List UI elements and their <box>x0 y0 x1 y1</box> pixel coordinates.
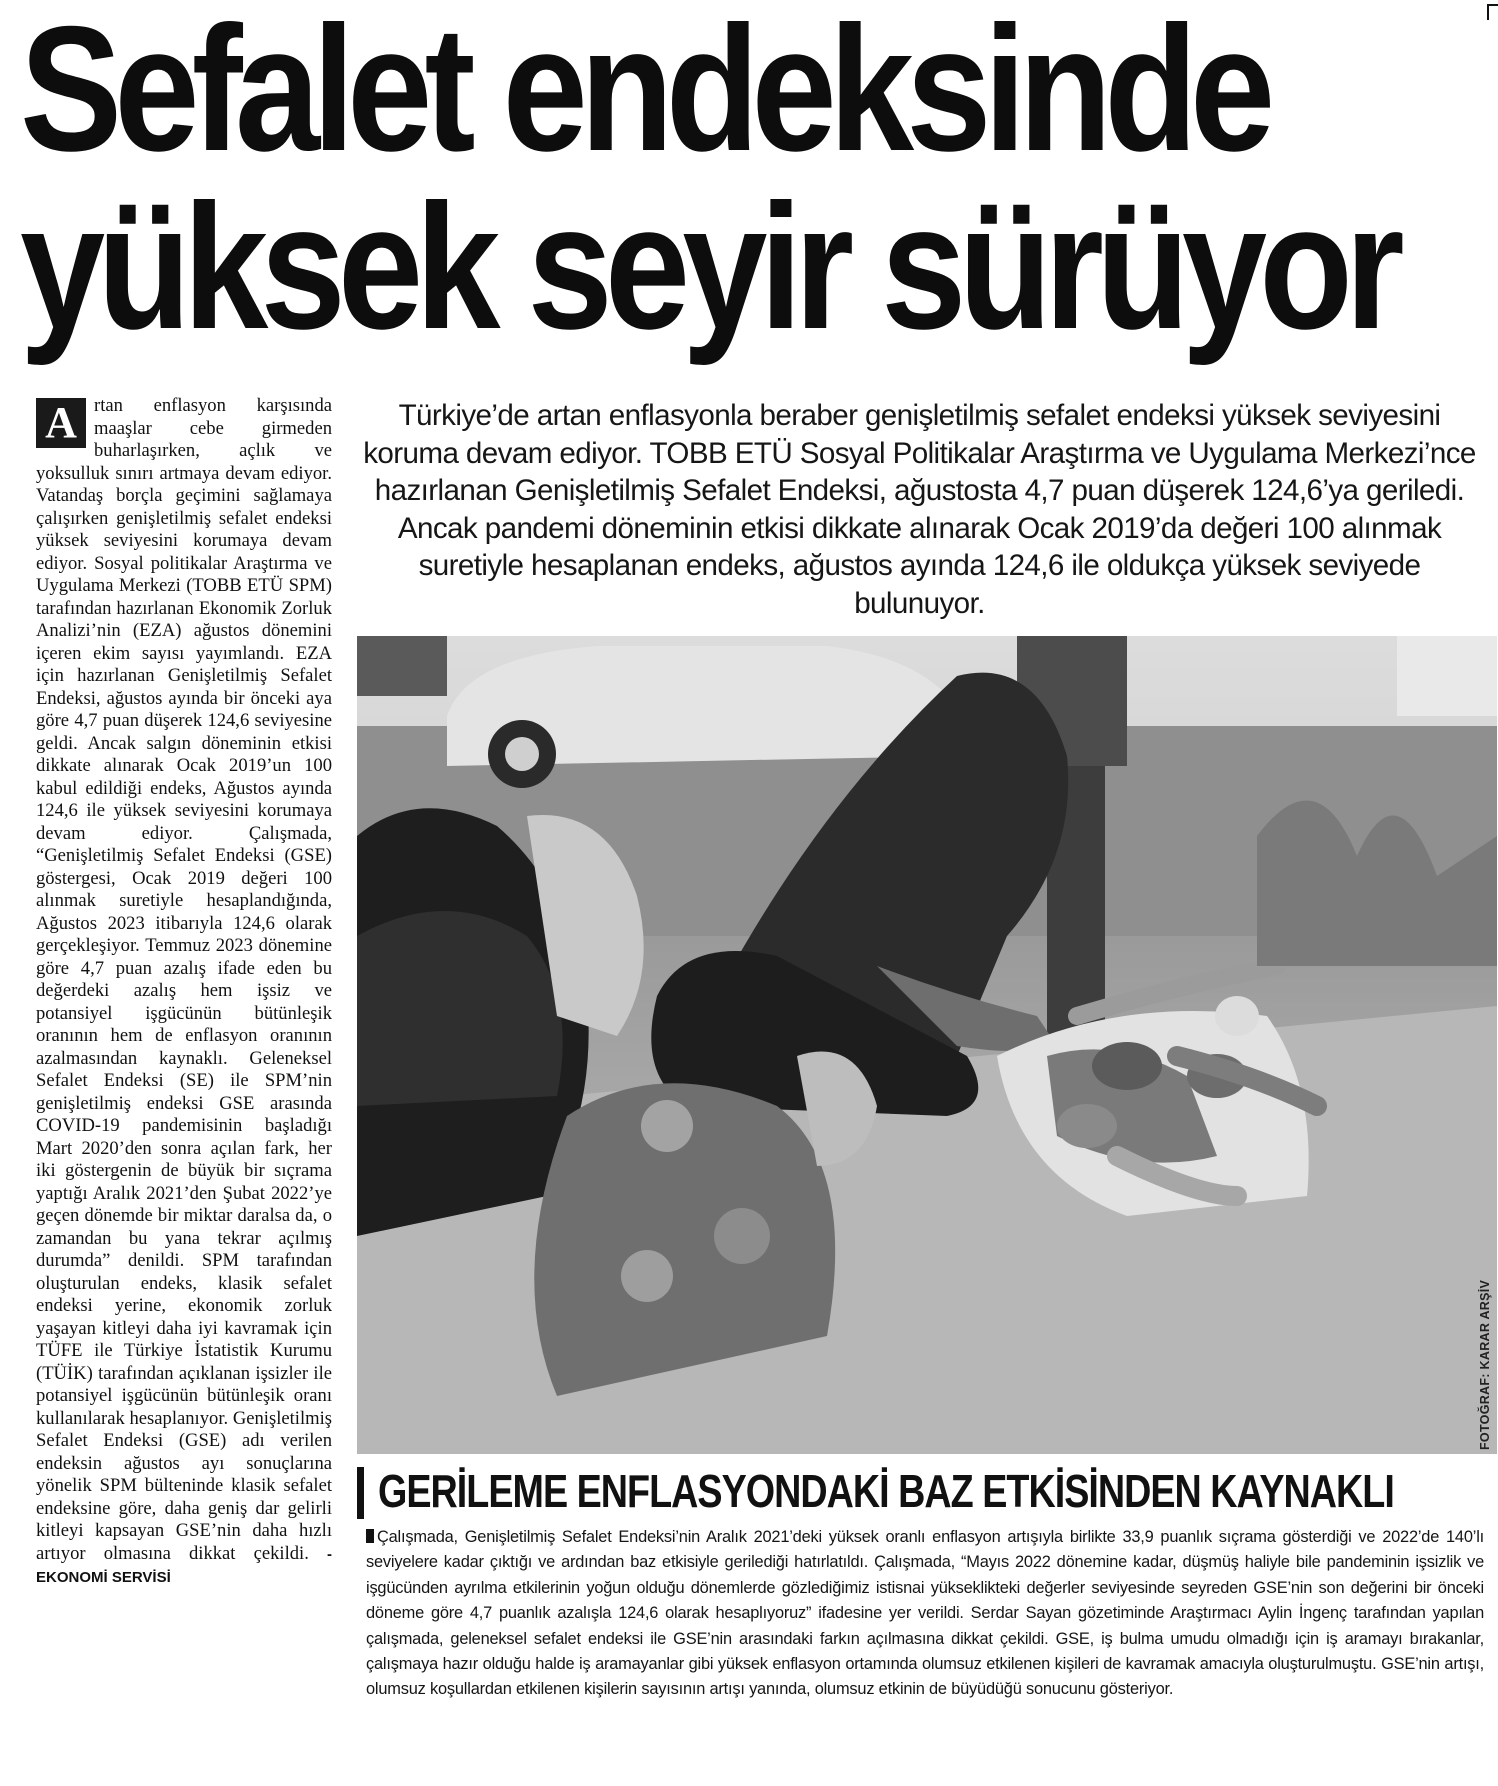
photo-illustration <box>357 636 1497 1454</box>
article-body-text: rtan enflasyon karşısında maaşlar cebe girmeden buharlaşırken, açlık ve yoksulluk sınırı artmaya devam ediyor. Vatandaş borçla geçimini sağlamaya çalışırken genişletilmiş sefalet endeksi yüksek seviyesini korumaya devam ediyor. Sosyal politikalar Araştırma ve Uygulama Merkezi (TOBB ETÜ SPM) tarafından hazırlanan Ekonomik Zorluk Analizi’nin (EZA) ağustos dönemini içeren ekim sayısı yayımlandı. EZA için hazırlanan Genişletilmiş Sefalet Endeksi, ağustos ayında bir önceki aya göre 4,7 puan düşerek 124,6 seviyesine geldi. Ancak salgın döneminin etkisi dikkate alınarak Ocak 2019’un 100 kabul edildiği endeks, Ağustos ayında 124,6 ile yüksek seviyesini korumaya devam ediyor. Çalışmada, “Genişletilmiş Sefalet Endeksi (GSE) göstergesi, Ocak 2019 değeri 100 alınmak suretiyle hesaplandığında, Ağustos 2023 itibarıyla 124,6 olarak gerçekleşiyor. Temmuz 2023 dönemine göre 4,7 puan azalış ifade eden bu değerdeki azalış hem işsiz ve potansiyel işgücünün bütünleşik oranının hem de enflasyon oranının azalmasından kaynaklı. Geleneksel Sefalet Endeksi (SE) ile SPM’nin genişletilmiş endeksi GSE arasında COVID-19 pandemisinin başladığı Mart 2020’den sonra açılan fark, her iki göstergenin de büyük bir sıçrama yaptığı Aralık 2021’den Şubat 2022’ye geçen dönemde bir miktar daralsa da, o zamandan bu yana tekrar açılmış durumda” denildi. SPM tarafından oluşturulan endeks, klasik sefalet endeksi yerine, ekonomik zorluk yaşayan kitleyi daha iyi kavramak için TÜFE ile Türkiye İstatistik Kurumu (TÜİK) tarafından açıklanan işsizler ile potansiyel işgücünün bütünleşik oranı kullanılarak hesaplanıyor. Genişletilmiş Sefalet Endeksi (GSE) adı verilen endeksin ağustos ayı sonuçlarına yönelik SPM bülteninde klasik sefalet endeksine göre, daha geniş dar gelirli kitleyi kapsayan GSE’nin daha hızlı artıyor olmasına dikkat çekildi. <box>36 395 332 1564</box>
article-lead: Türkiye’de artan enflasyonla beraber genişletilmiş sefalet endeksi yüksek seviyesini koruma devam ediyor. TOBB ETÜ Sosyal Politikalar Araştırma ve Uygulama Merkezi’nce hazırlanan Genişletilmiş Sefalet Endeksi, ağustosta 4,7 puan düşerek 124,6’ya geriledi. Ancak pandemi döneminin etkisi dikkate alınarak Ocak 2019’da değeri 100 alınmak suretiyle hesaplanan endeks, ağustos ayında 124,6 ile oldukça yüksek seviyede bulunuyor. <box>363 399 1476 620</box>
corner-mark <box>1487 4 1498 20</box>
subhead-bar <box>357 1467 364 1519</box>
article-body-column <box>36 395 332 1770</box>
subsection-body: Çalışmada, Genişletilmiş Sefalet Endeksi’nin Aralık 2021’deki yüksek oranlı enflasyon artışıyla birlikte 33,9 puanlık sıçrama gösterdiği ve 2022’de 140’lı seviyelere kadar çıktığı ve ardından baz etkisiyle gerilediği hatırlatıldı. Çalışmada, “Mayıs 2022 dönemine kadar, düşmüş haliyle bile pandeminin işsizlik ve işgücünden ayrılma etkilerinin yoğun olduğu dönemlerde gözlediğimiz istisnai yükseklikteki değerler seviyesinde seyreden GSE’nin son değerini bir önceki döneme göre 4,7 puanlık azalışla 124,6 olarak hesaplıyoruz” ifadesine yer verildi. Serdar Sayan gözetiminde Araştırmacı Aylin İngenç tarafından yapılan çalışmada, geleneksel sefalet endeksi ile GSE’nin arasındaki farkın açılmasına dikkat çekildi. GSE, iş bulma umudu olmadığı için iş aramayı bırakanlar, çalışmaya hazır olduğu halde iş aramayanlar gibi yüksek enflasyon ortamında olumsuz etkilenen kişileri de kavramak amacıyla oluşturulmuştu. GSE’nin artışı, olumsuz koşullardan etkilenen kişilerin sayısının artışı yanında, olumsuz etkinin de büyüdüğü sonucunu gösteriyor. <box>366 1528 1484 1699</box>
paragraph-marker <box>366 1529 374 1543</box>
subsection-text <box>366 1525 1484 1703</box>
headline <box>20 0 1397 366</box>
photo-credit-text: FOTOĞRAF: KARAR ARŞİV <box>1478 1279 1492 1450</box>
headline-line-2: yüksek seyir sürüyor <box>20 167 1397 366</box>
article-byline: -EKONOMİ SERVİSİ <box>36 1545 332 1586</box>
subhead: GERİLEME ENFLASYONDAKİ BAZ ETKİSİNDEN KAYNAKLI <box>378 1465 1394 1517</box>
drop-cap: A <box>36 398 86 448</box>
headline-line-1: Sefalet endeksinde <box>20 0 1268 188</box>
article-photo <box>357 636 1497 1454</box>
photo-credit <box>1478 1280 1496 1450</box>
